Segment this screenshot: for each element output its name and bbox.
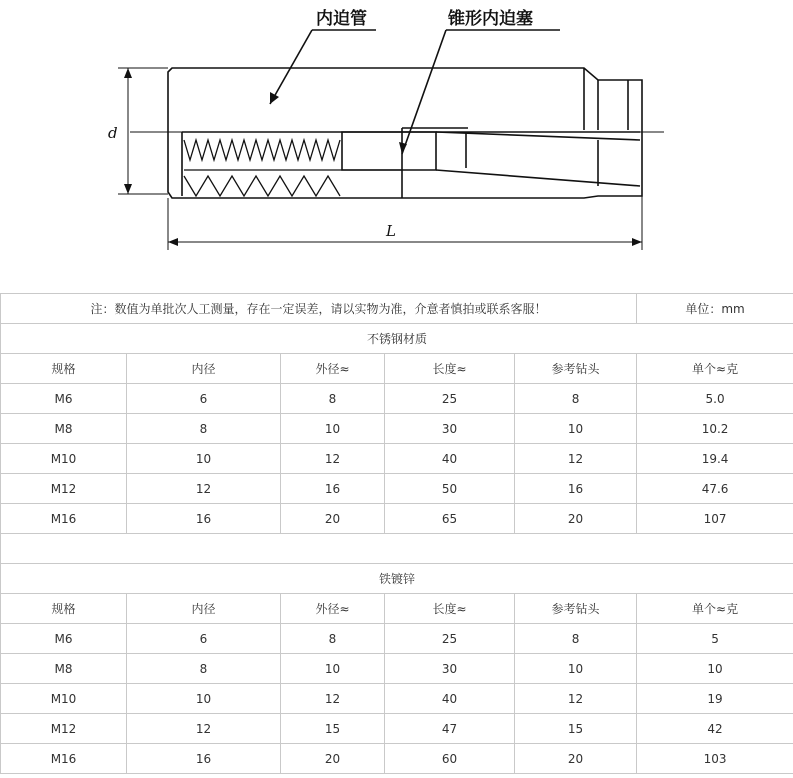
sleeve-label: 内迫管 xyxy=(316,9,367,29)
table-row xyxy=(1,624,793,654)
table-cell: M6 xyxy=(1,624,127,654)
table-cell: 25 xyxy=(385,624,515,654)
table-cell: 60 xyxy=(385,744,515,774)
anchor-diagram xyxy=(0,0,793,293)
table-row xyxy=(1,444,793,474)
column-header: 单个≈克 xyxy=(637,354,793,384)
table-cell: 16 xyxy=(127,504,281,534)
table-cell: M12 xyxy=(1,474,127,504)
column-header: 参考钻头 xyxy=(515,594,637,624)
plug-label: 锥形内迫塞 xyxy=(448,9,533,29)
table-cell: 10 xyxy=(637,654,793,684)
length-label: L xyxy=(386,222,396,240)
table-cell: M16 xyxy=(1,504,127,534)
section-spacer xyxy=(1,534,793,564)
table-cell: 8 xyxy=(281,624,385,654)
note-row xyxy=(1,294,793,324)
table-cell: 10 xyxy=(515,414,637,444)
table-cell: 8 xyxy=(127,654,281,684)
section-title-row xyxy=(1,324,793,354)
table-cell: M6 xyxy=(1,384,127,414)
column-header: 内径 xyxy=(127,594,281,624)
table-cell: 30 xyxy=(385,414,515,444)
table-cell: 40 xyxy=(385,444,515,474)
table-cell: 15 xyxy=(281,714,385,744)
table-row xyxy=(1,684,793,714)
table-cell: 47 xyxy=(385,714,515,744)
table-cell: 20 xyxy=(281,744,385,774)
table-cell: 15 xyxy=(515,714,637,744)
column-header: 长度≈ xyxy=(385,594,515,624)
unit-text: 单位：mm xyxy=(637,294,793,324)
table-cell: 8 xyxy=(127,414,281,444)
table-cell: 107 xyxy=(637,504,793,534)
table-cell: 12 xyxy=(281,444,385,474)
table-cell: 5 xyxy=(637,624,793,654)
column-header: 外径≈ xyxy=(281,354,385,384)
table-cell: 65 xyxy=(385,504,515,534)
table-cell: 12 xyxy=(281,684,385,714)
anchor-drawing xyxy=(0,0,793,293)
table-cell: 20 xyxy=(281,504,385,534)
table-cell: 19.4 xyxy=(637,444,793,474)
column-header: 单个≈克 xyxy=(637,594,793,624)
column-header: 参考钻头 xyxy=(515,354,637,384)
table-cell: 10 xyxy=(515,654,637,684)
table-cell: 20 xyxy=(515,504,637,534)
table-cell: 10.2 xyxy=(637,414,793,444)
table-cell: M8 xyxy=(1,414,127,444)
section-title: 不锈钢材质 xyxy=(1,324,793,354)
table-cell: 10 xyxy=(127,444,281,474)
table-cell: M12 xyxy=(1,714,127,744)
table-cell: 16 xyxy=(515,474,637,504)
table-cell: 42 xyxy=(637,714,793,744)
table-row xyxy=(1,414,793,444)
table-row xyxy=(1,384,793,414)
table-row xyxy=(1,744,793,774)
table-cell: 10 xyxy=(127,684,281,714)
table-cell: 20 xyxy=(515,744,637,774)
table-cell: 6 xyxy=(127,624,281,654)
table-row xyxy=(1,714,793,744)
table-cell: 10 xyxy=(281,414,385,444)
table-cell: 12 xyxy=(515,684,637,714)
table-cell: 50 xyxy=(385,474,515,504)
table-cell: 19 xyxy=(637,684,793,714)
table-row xyxy=(1,654,793,684)
header-row xyxy=(1,354,793,384)
column-header: 外径≈ xyxy=(281,594,385,624)
table-cell: 6 xyxy=(127,384,281,414)
table-row xyxy=(1,504,793,534)
diameter-label: d xyxy=(108,124,118,142)
spec-table xyxy=(0,293,793,774)
column-header: 长度≈ xyxy=(385,354,515,384)
spacer-cell xyxy=(1,534,793,564)
table-cell: 10 xyxy=(281,654,385,684)
table-row xyxy=(1,474,793,504)
table-cell: 25 xyxy=(385,384,515,414)
table-cell: 8 xyxy=(515,384,637,414)
table-cell: M16 xyxy=(1,744,127,774)
table-cell: 16 xyxy=(281,474,385,504)
section-title-row xyxy=(1,564,793,594)
table-cell: 12 xyxy=(515,444,637,474)
column-header: 规格 xyxy=(1,354,127,384)
table-cell: 5.0 xyxy=(637,384,793,414)
table-cell: 12 xyxy=(127,714,281,744)
header-row xyxy=(1,594,793,624)
section-title: 铁镀锌 xyxy=(1,564,793,594)
table-cell: 16 xyxy=(127,744,281,774)
table-cell: M10 xyxy=(1,444,127,474)
table-cell: 103 xyxy=(637,744,793,774)
table-cell: 40 xyxy=(385,684,515,714)
table-cell: 30 xyxy=(385,654,515,684)
table-cell: 8 xyxy=(515,624,637,654)
table-cell: 12 xyxy=(127,474,281,504)
table-cell: 47.6 xyxy=(637,474,793,504)
spec-table-body xyxy=(1,294,793,774)
note-text: 注：数值为单批次人工测量，存在一定误差，请以实物为准，介意者慎拍或联系客服！ xyxy=(1,294,637,324)
column-header: 规格 xyxy=(1,594,127,624)
table-cell: M8 xyxy=(1,654,127,684)
table-cell: M10 xyxy=(1,684,127,714)
table-cell: 8 xyxy=(281,384,385,414)
column-header: 内径 xyxy=(127,354,281,384)
